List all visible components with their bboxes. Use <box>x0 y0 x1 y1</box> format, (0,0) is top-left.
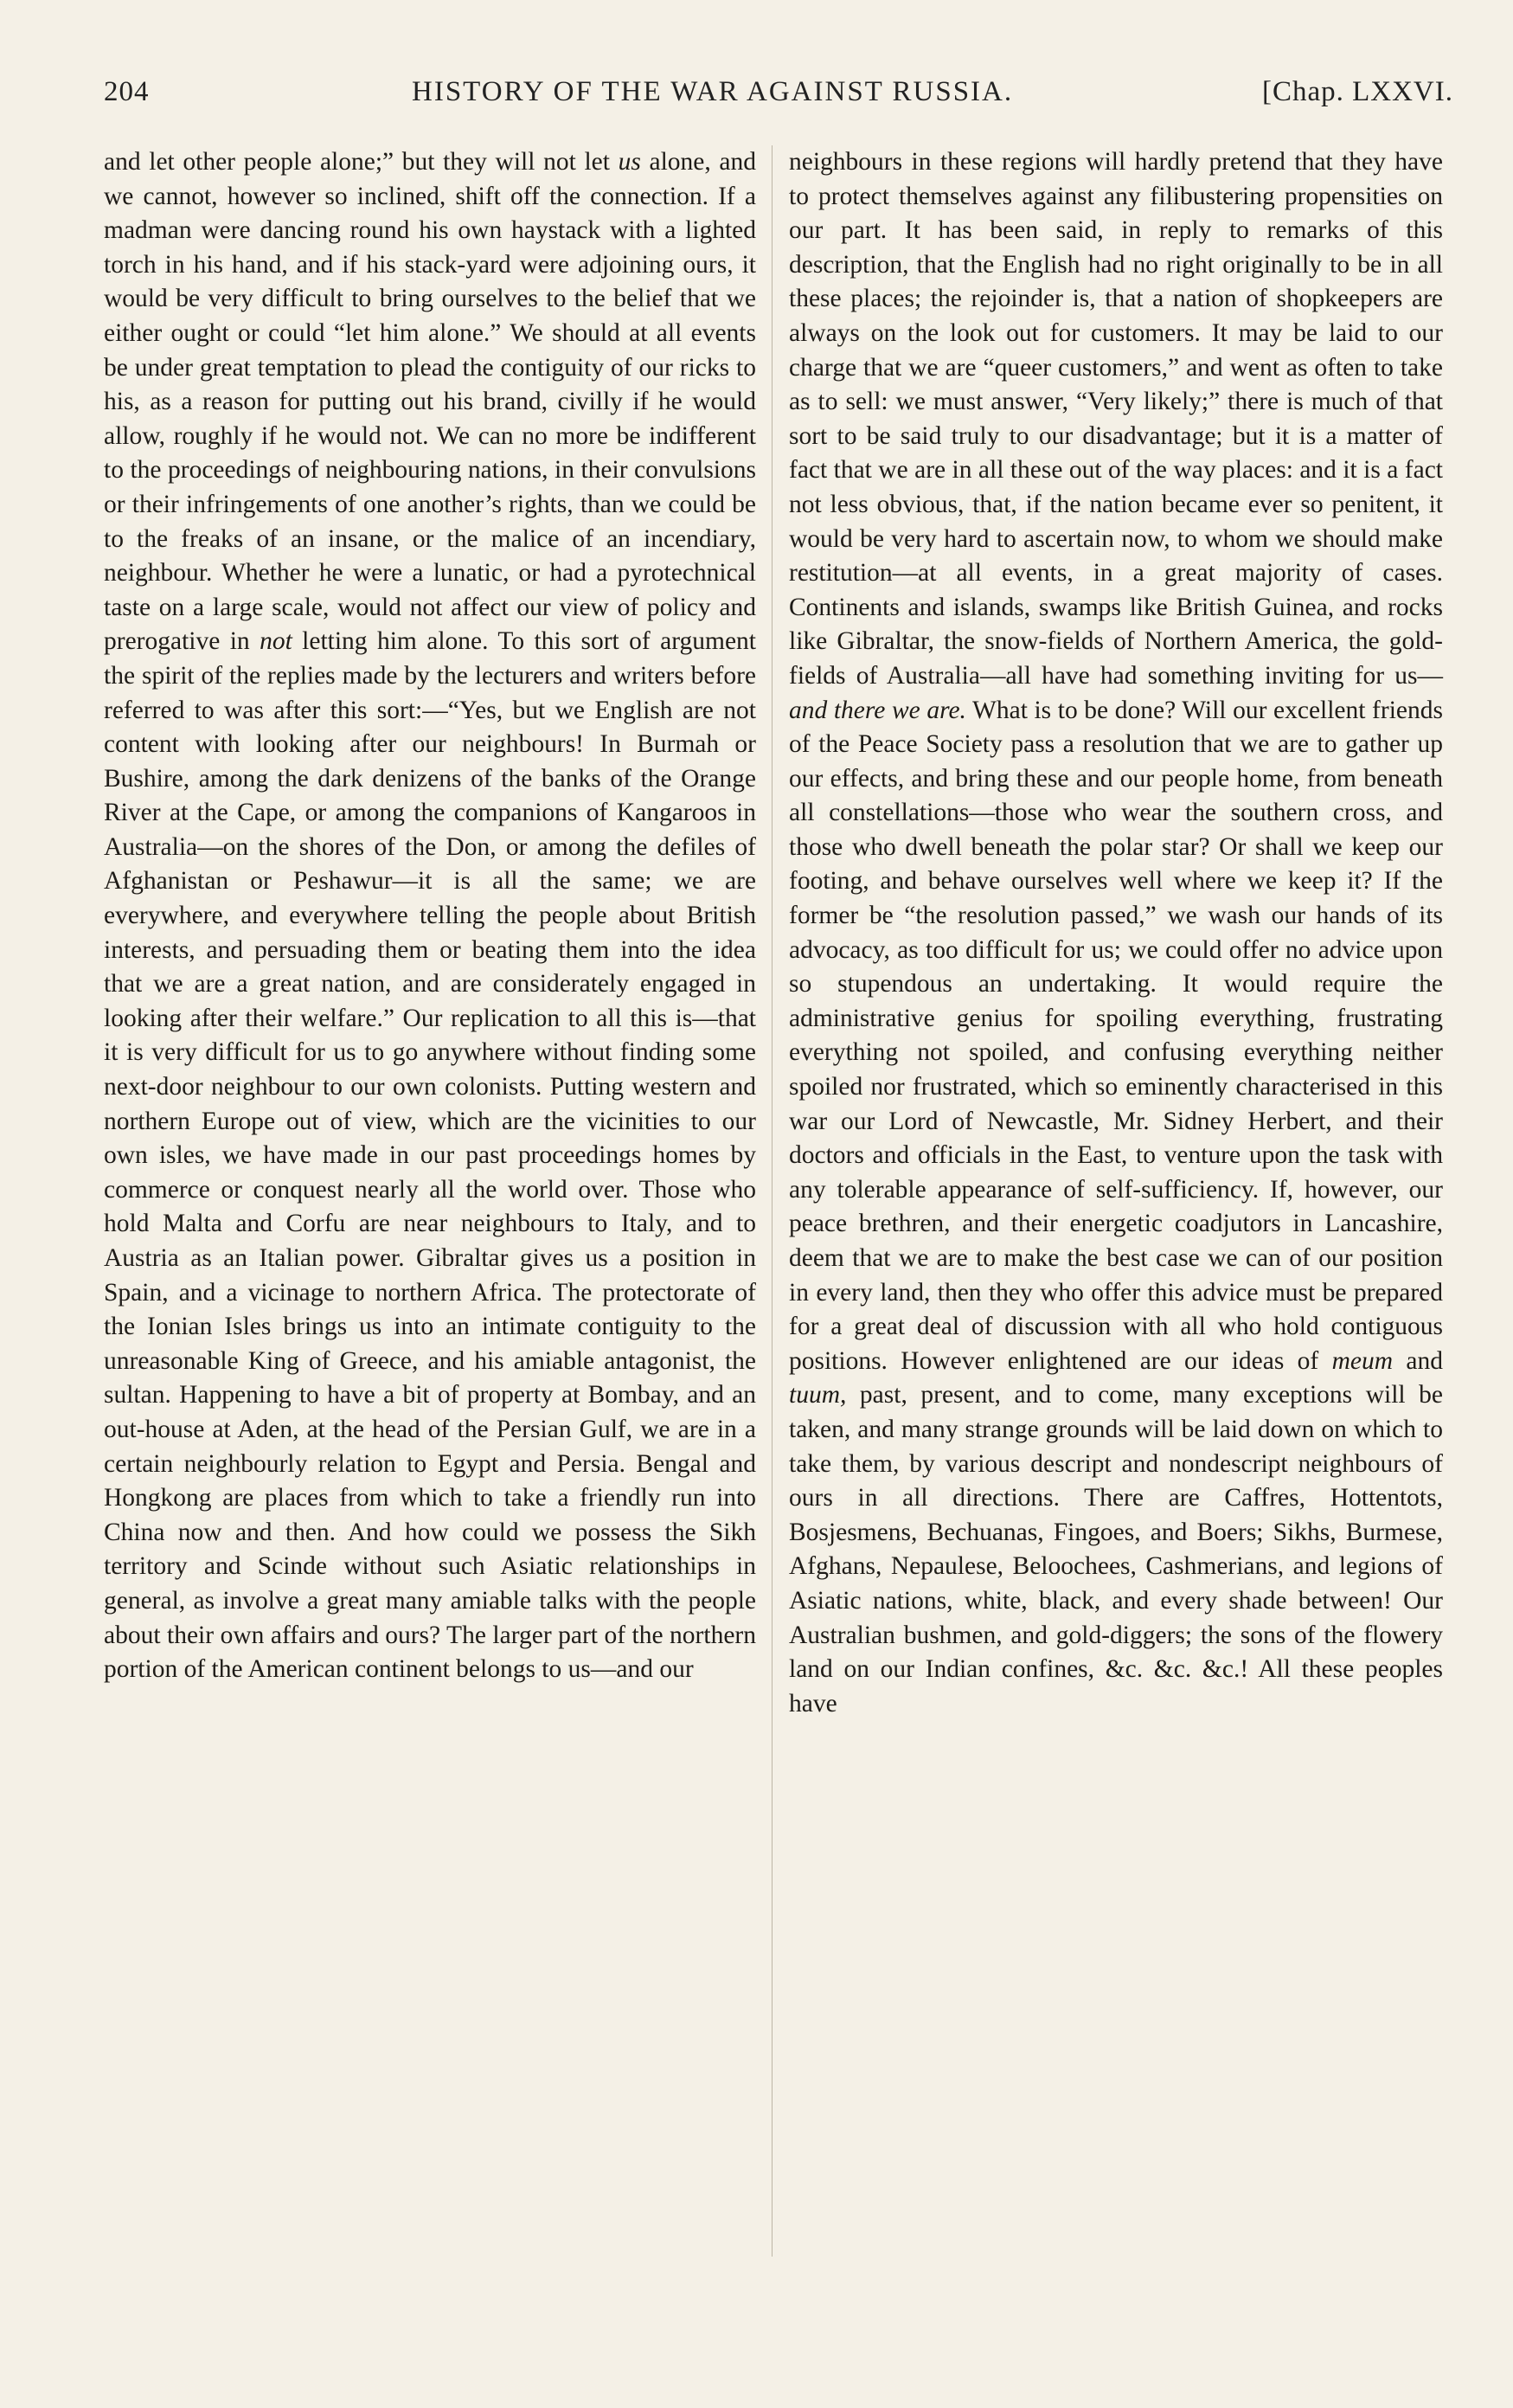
column-divider <box>772 145 773 2257</box>
running-title: HISTORY OF THE WAR AGAINST RUSSIA. <box>412 76 1014 107</box>
running-header <box>104 76 1453 119</box>
page-number: 204 <box>104 76 150 107</box>
text-run: letting him alone. To this sort of argument the spirit of the replies made by the lecturers and writers before referred to was after this sort:—“Yes, but we English are not content with looking after our neighbours! In Burmah or Bushire, among the dark denizens of the banks of the Orange River at the Cape, or among the companions of Kangaroos in Australia—on the shores of the Don, or among the defiles of Afghanistan or Peshawur—it is all the same; we are everywhere, and everywhere telling the people about British interests, and persuading them or beating them into the idea that we are a great nation, and are considerately engaged in looking after their welfare.” Our replication to all this is—that it is very difficult for us to go anywhere without finding some next-door neighbour to our own colonists. Putting western and northern Europe out of view, which are the vicinities to our own isles, we have made in our past proceedings homes by commerce or conquest nearly all the world over. Those who hold Malta and Corfu are near neighbours to Italy, and to Austria as an Italian power. Gibraltar gives us a position in Spain, and a vicinage to northern Africa. The protectorate of the Ionian Isles brings us into an intimate contiguity to the unreasonable King of Greece, and his amiable antagonist, the sultan. Happening to have a bit of property at Bombay, and an out-house at Aden, at the head of the Persian Gulf, we are in a certain neighbourly relation to Egypt and Persia. Bengal and Hongkong are places from which to take a friendly run into China now and then. And how could we possess the Sikh territory and Scinde without such Asiatic relationships in general, as involve a great many amiable talks with the people about their own affairs and ours? The larger part of the northern portion of the American continent belongs to us—and our <box>104 627 756 1684</box>
text-run: neighbours in these regions will hardly pretend that they have to protect themselves against any filibustering propensities on our part. It has been said, in reply to remarks of this description, that the English had no right originally to be in all these places; the rejoinder is, that a nation of shopkeepers are always on the look out for customers. It may be laid to our charge that we are “queer customers,” and went as often to take as to sell: we must answer, “Very likely;” there is much of that sort to be said truly to our disadvantage; but it is a matter of fact that we are in all these out of the way places: and it is a fact not less obvious, that, if the nation became ever so penitent, it would be very hard to ascertain now, to whom we should make restitution—at all events, in a great majority of cases. Continents and islands, swamps like British Guinea, and rocks like Gibraltar, the snow-fields of Northern America, the gold-fields of Australia—all have had something inviting for us— <box>789 148 1443 690</box>
right-column-text <box>789 145 1443 1721</box>
chapter-label: [Chap. LXXVI. <box>1261 76 1453 107</box>
left-column-text <box>104 145 756 1687</box>
left-column <box>104 145 756 2257</box>
text-run: and let other people alone;” but they will not let <box>104 148 619 176</box>
right-column <box>789 145 1443 2257</box>
text-run: and there we are. <box>789 696 966 724</box>
text-run: tuum, <box>789 1381 847 1409</box>
text-run: What is to be done? Will our excellent friends of the Peace Society pass a resolution that we are to gather up our effects, and bring these and our people home, from beneath all constellations—those who wear the southern cross, and those who dwell beneath the polar star? Or shall we keep our footing, and behave ourselves well where we keep it? If the former be “the resolution passed,” we wash our hands of its advocacy, as too difficult for us; we could offer no advice upon so stupendous an undertaking. It would require the administrative genius for spoiling everything, frustrating everything not spoiled, and confusing everything neither spoiled nor frustrated, which so eminently characterised in this war our Lord of Newcastle, Mr. Sidney Herbert, and their doctors and officials in the East, to venture upon the task with any tolerable appearance of self-sufficiency. If, however, our peace brethren, and their energetic coadjutors in Lancashire, deem that we are to make the best case we can of our position in every land, then they who offer this advice must be prepared for a great deal of discussion with all who hold contiguous positions. However enlightened are our ideas of <box>789 696 1443 1375</box>
text-run: us <box>618 148 641 176</box>
text-run: not <box>260 627 292 656</box>
text-run: past, present, and to come, many exceptions will be taken, and many strange grounds will be laid down on which to take them, by various descript and nondescript neighbours of ours in all directions. There are Caffres, Hottentots, Bosjesmens, Bechuanas, Fingoes, and Boers; Sikhs, Burmese, Afghans, Nepaulese, Beloochees, Cashmerians, and legions of Asiatic nations, white, black, and every shade between! Our Australian bushmen, and gold-diggers; the sons of the flowery land on our Indian confines, &c. &c. &c.! All these peoples have <box>789 1381 1443 1718</box>
text-run: meum <box>1331 1346 1394 1375</box>
text-run: and <box>1393 1346 1444 1375</box>
text-run: alone, and we cannot, however so inclined, shift off the connection. If a madman were dancing round his own haystack with a lighted torch in his hand, and if his stack-yard were adjoining ours, it would be very difficult to bring ourselves to the belief that we either ought or could “let him alone.” We should at all events be under great temptation to plead the contiguity of our ricks to his, as a reason for putting out his brand, civilly if he would allow, roughly if he would not. We can no more be indifferent to the proceedings of neighbouring nations, in their convulsions or their infringements of one another’s rights, than we could be to the freaks of an insane, or the malice of an incendiary, neighbour. Whether he were a lunatic, or had a pyrotechnical taste on a large scale, would not affect our view of policy and prerogative in <box>104 148 756 656</box>
